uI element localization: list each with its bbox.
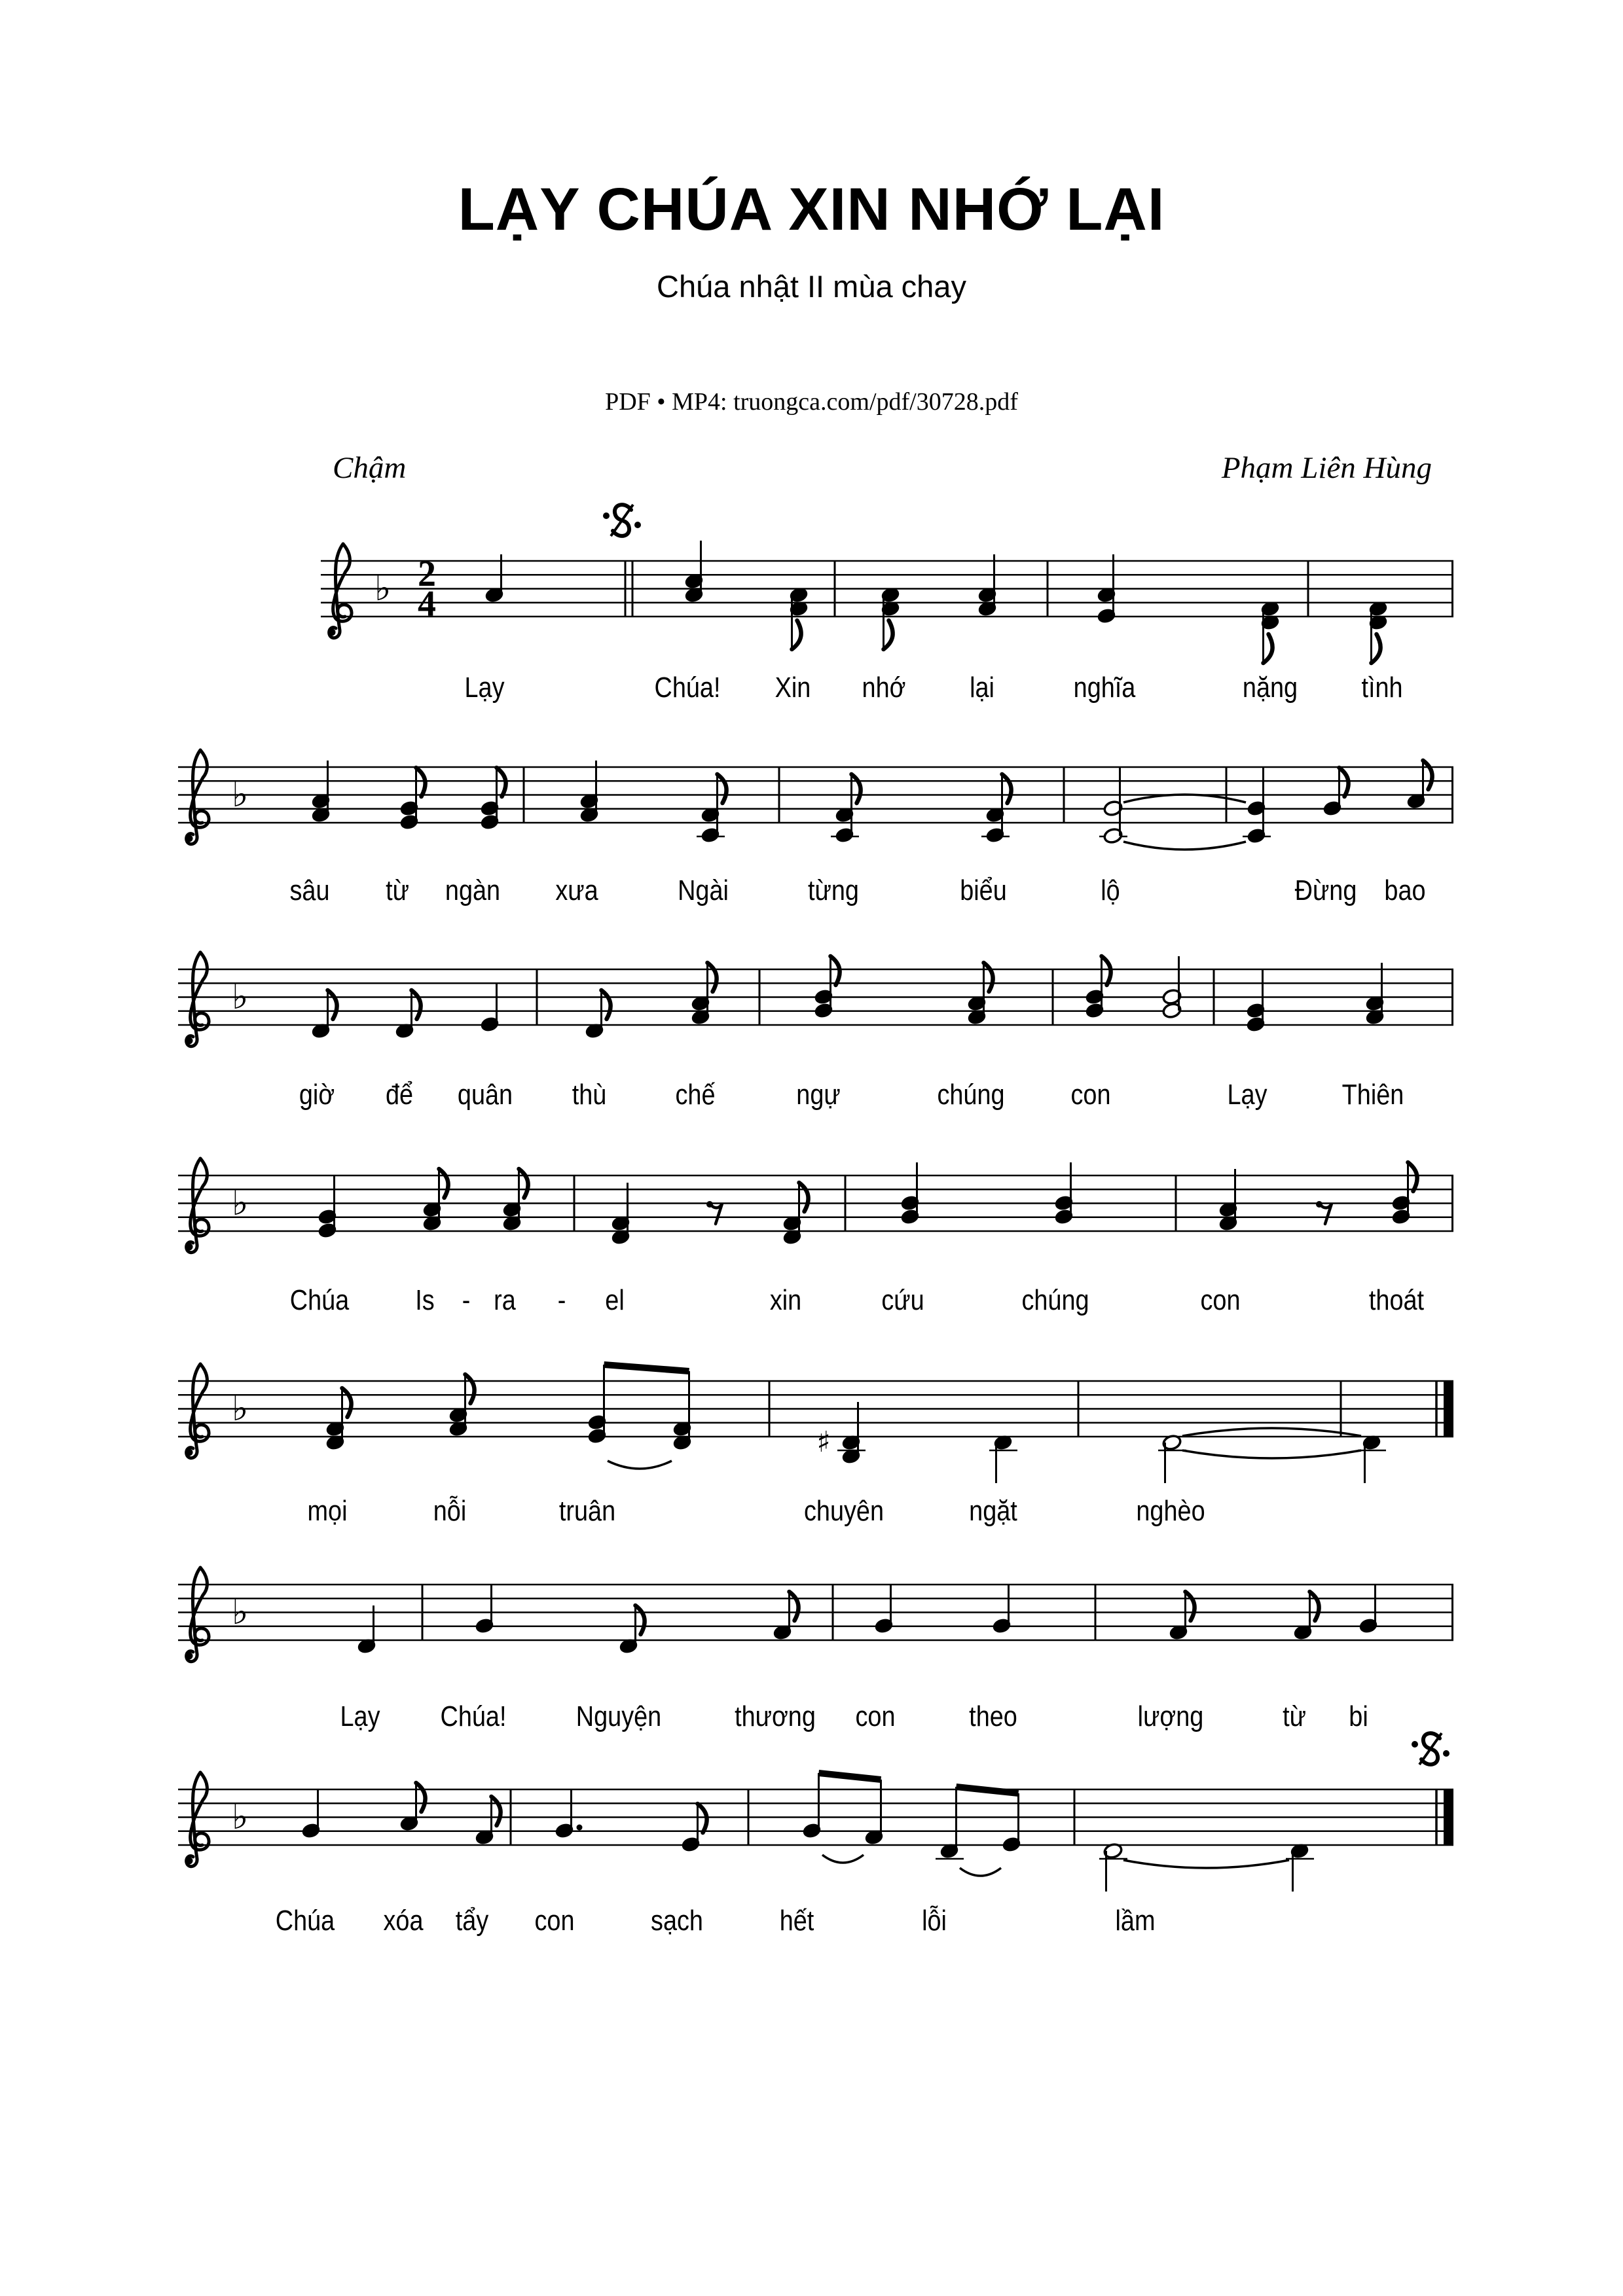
flat-key-signature-icon: ♭ — [232, 1591, 249, 1632]
lyric-syllable: Xin — [775, 672, 811, 704]
eighth-flag-icon — [792, 620, 801, 649]
lyric-syllable: lộ — [1101, 874, 1120, 906]
eighth-flag-icon — [1002, 774, 1012, 803]
lyric-syllable: xưa — [555, 874, 598, 906]
lyric-syllable: xóa — [383, 1905, 424, 1937]
lyric-syllable: con — [1200, 1284, 1241, 1316]
lyric-syllable: nỗi — [433, 1495, 467, 1527]
lyric-syllable: biểu — [960, 874, 1007, 906]
lyric-syllable: xin — [769, 1284, 802, 1316]
eighth-flag-icon — [1340, 768, 1349, 797]
lyric-syllable: Is — [415, 1284, 435, 1316]
lyric-syllable: Chúa — [289, 1284, 350, 1316]
lyric-syllable: chuyên — [803, 1495, 884, 1527]
eighth-flag-icon — [497, 768, 506, 797]
lyric-syllable: cứu — [881, 1284, 924, 1316]
eighth-flag-icon — [799, 1183, 809, 1211]
eighth-flag-icon — [698, 1804, 707, 1833]
lyric-syllable: thương — [735, 1700, 816, 1732]
lyric-syllable: chúng — [937, 1079, 1005, 1111]
lyric-syllable: truân — [558, 1495, 616, 1527]
lyric-syllable: thù — [572, 1079, 607, 1111]
lyric-syllable: sạch — [651, 1905, 703, 1937]
lyric-syllable: hết — [779, 1905, 814, 1937]
lyric-syllable: nhớ — [862, 672, 906, 704]
lyric-syllable: mọi — [307, 1495, 348, 1527]
beam — [819, 1773, 881, 1780]
eighth-flag-icon — [790, 1592, 799, 1621]
eighth-flag-icon — [602, 990, 611, 1019]
flat-key-signature-icon: ♭ — [232, 1796, 249, 1837]
lyric-syllable: el — [605, 1284, 625, 1316]
lyric-syllable: để — [385, 1079, 414, 1111]
lyric-syllable: Lạy — [340, 1700, 380, 1732]
pdf-link: PDF • MP4: truongca.com/pdf/30728.pdf — [605, 388, 1018, 416]
tempo-marking: Chậm — [333, 451, 407, 485]
eighth-flag-icon — [328, 990, 337, 1019]
beam — [957, 1787, 1019, 1793]
lyric-syllable: theo — [969, 1700, 1017, 1732]
sharp-accidental-icon: ♯ — [816, 1426, 831, 1459]
lyric-syllable: từ — [386, 874, 409, 906]
lyric-syllable: con — [855, 1700, 896, 1732]
eighth-flag-icon — [636, 1605, 645, 1634]
lyric-syllable: con — [1070, 1079, 1111, 1111]
final-barline-thick — [1444, 1789, 1453, 1846]
lyric-syllable: lượng — [1137, 1700, 1204, 1732]
lyric-syllable: nặng — [1242, 672, 1298, 704]
lyric-syllable: từ — [1283, 1700, 1306, 1732]
final-barline-thick — [1444, 1380, 1453, 1437]
staff-system-7 — [0, 1685, 1623, 1907]
time-signature-lower: 4 — [418, 584, 436, 624]
song-subtitle: Chúa nhật II mùa chay — [657, 269, 966, 304]
flat-key-signature-icon: ♭ — [232, 1388, 249, 1429]
lyric-syllable: lỗi — [922, 1905, 947, 1937]
lyric-syllable: Chúa! — [654, 672, 721, 704]
lyric-syllable: con — [534, 1905, 575, 1937]
eighth-flag-icon — [465, 1374, 475, 1403]
lyric-syllable: - — [462, 1284, 471, 1316]
staff-system-5 — [0, 1276, 1623, 1499]
song-title: LẠY CHÚA XIN NHỚ LẠI — [458, 176, 1165, 243]
lyric-syllable: Thiên — [1341, 1079, 1404, 1111]
lyric-syllable: quân — [457, 1079, 513, 1111]
eighth-flag-icon — [416, 1783, 426, 1812]
eighth-flag-icon — [492, 1797, 501, 1825]
flat-key-signature-icon: ♭ — [232, 774, 249, 815]
flat-key-signature-icon: ♭ — [232, 976, 249, 1017]
eighth-flag-icon — [439, 1169, 448, 1198]
eighth-flag-icon — [884, 620, 893, 649]
eighth-flag-icon — [1372, 634, 1381, 663]
time-signature-upper: 2 — [418, 554, 436, 594]
lyric-syllable: Chúa! — [440, 1700, 507, 1732]
eighth-flag-icon — [984, 963, 993, 992]
eighth-flag-icon — [1423, 761, 1432, 789]
eighth-flag-icon — [519, 1169, 528, 1198]
eighth-flag-icon — [412, 990, 421, 1019]
lyric-syllable: thoát — [1368, 1284, 1425, 1316]
flat-key-signature-icon: ♭ — [374, 567, 392, 609]
lyric-syllable: Nguyện — [575, 1700, 662, 1732]
staff-system-4 — [0, 1071, 1623, 1293]
eighth-flag-icon — [1102, 956, 1111, 985]
lyric-syllable: nghèo — [1136, 1495, 1205, 1527]
flat-key-signature-icon: ♭ — [232, 1182, 249, 1223]
lyric-syllable: Lạy — [464, 672, 505, 704]
eighth-flag-icon — [831, 956, 840, 985]
staff-system-2 — [0, 662, 1623, 885]
beam — [604, 1365, 689, 1371]
eighth-flag-icon — [1264, 634, 1273, 663]
lyric-syllable: Đừng — [1294, 874, 1357, 906]
lyric-syllable: ngàn — [445, 874, 501, 906]
lyric-syllable: lầm — [1115, 1905, 1156, 1937]
staff-system-6 — [0, 1480, 1623, 1702]
lyric-syllable: Ngài — [678, 874, 729, 906]
eighth-flag-icon — [718, 774, 727, 803]
lyric-syllable: tẩy — [455, 1905, 489, 1937]
lyric-syllable: ngặt — [969, 1495, 1017, 1527]
lyric-syllable: bao — [1384, 874, 1426, 906]
eighth-flag-icon — [1186, 1592, 1195, 1621]
lyric-syllable: Chúa — [275, 1905, 335, 1937]
eighth-flag-icon — [852, 774, 861, 803]
staff-system-1 — [0, 456, 1623, 679]
lyric-syllable: giờ — [299, 1079, 335, 1111]
lyric-syllable: - — [557, 1284, 566, 1316]
lyric-syllable: nghĩa — [1073, 672, 1136, 704]
eighth-flag-icon — [416, 768, 426, 797]
lyric-syllable: sâu — [289, 874, 330, 906]
lyric-syllable: bi — [1349, 1700, 1368, 1732]
lyric-syllable: Lạy — [1227, 1079, 1267, 1111]
eighth-flag-icon — [1310, 1592, 1319, 1621]
lyric-syllable: chế — [675, 1079, 716, 1111]
composer-name: Phạm Liên Hùng — [1221, 451, 1432, 485]
lyric-syllable: lại — [970, 672, 994, 704]
lyric-syllable: ngự — [796, 1079, 841, 1111]
eighth-flag-icon — [342, 1388, 352, 1417]
lyric-syllable: ra — [494, 1284, 516, 1316]
eighth-flag-icon — [708, 963, 717, 992]
eighth-flag-icon — [1408, 1162, 1417, 1191]
lyric-syllable: chúng — [1021, 1284, 1089, 1316]
staff-system-3 — [0, 865, 1623, 1087]
lyric-syllable: từng — [808, 874, 859, 906]
lyric-syllable: tình — [1361, 672, 1403, 704]
